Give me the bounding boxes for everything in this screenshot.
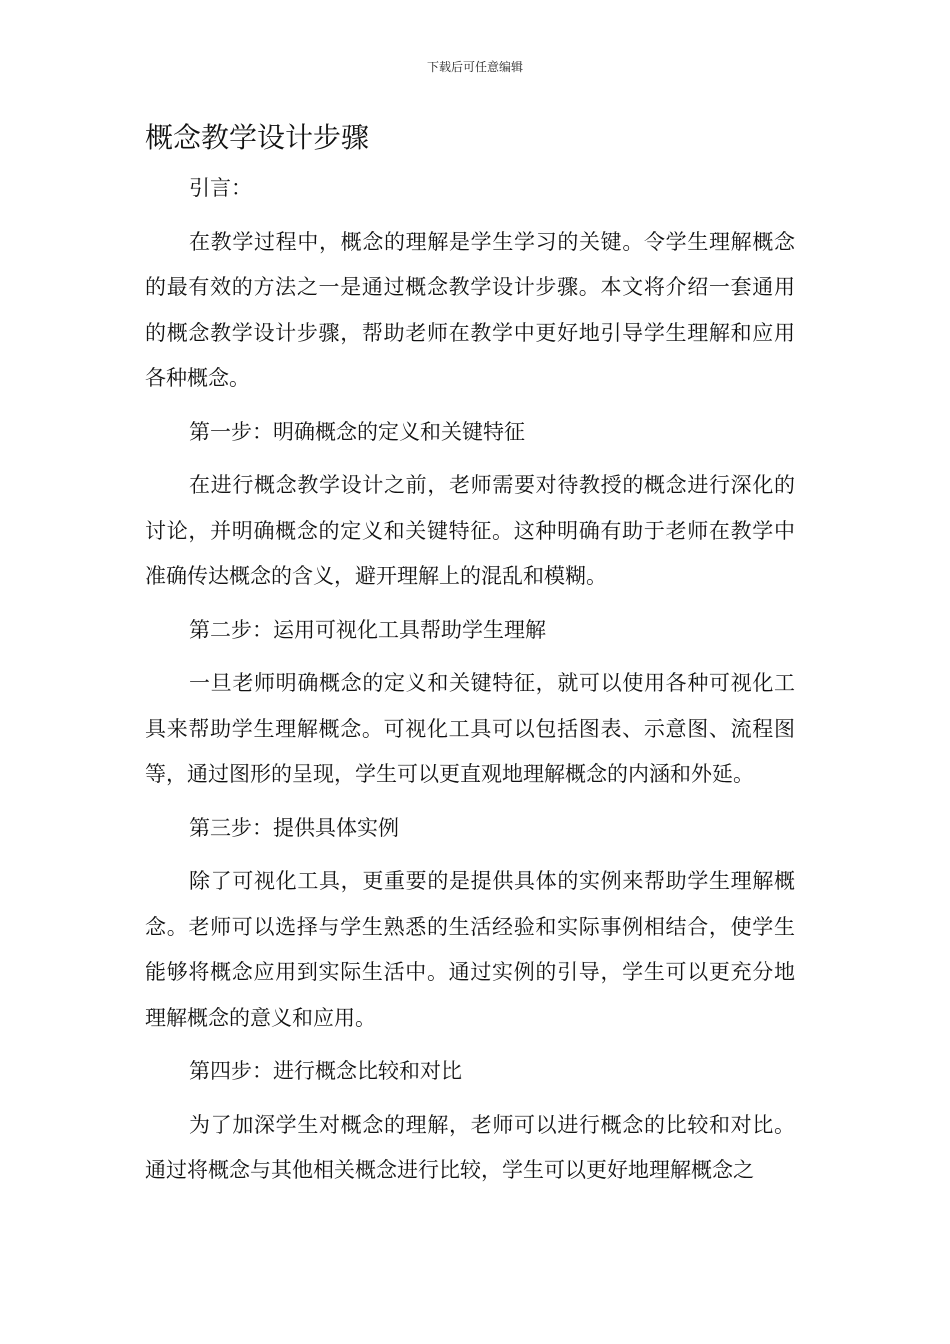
- step-3-paragraph: 除了可视化工具，更重要的是提供具体的实例来帮助学生理解概念。老师可以选择与学生熟悉的生活经验和实际事例相结合，使学生能够将概念应用到实际生活中。通过实例的引导，学生可以更充分地理解概念的意义和应用。: [145, 869, 795, 1030]
- step-2-paragraph: 一旦老师明确概念的定义和关键特征，就可以使用各种可视化工具来帮助学生理解概念。可视化工具可以包括图表、示意图、流程图等，通过图形的呈现，学生可以更直观地理解概念的内涵和外延。: [145, 671, 795, 786]
- document-title: 概念教学设计步骤: [145, 121, 370, 154]
- step-4-paragraph: 为了加深学生对概念的理解，老师可以进行概念的比较和对比。通过将概念与其他相关概念进行比较，学生可以更好地理解概念之: [145, 1112, 795, 1182]
- step-4-heading: 第四步：进行概念比较和对比: [189, 1059, 462, 1083]
- page-header: 下载后可任意编辑: [426, 60, 523, 74]
- intro-label: 引言：: [189, 176, 252, 200]
- step-1-heading: 第一步：明确概念的定义和关键特征: [189, 419, 525, 444]
- step-1-paragraph: 在进行概念教学设计之前，老师需要对待教授的概念进行深化的讨论，并明确概念的定义和关键特征。这种明确有助于老师在教学中准确传达概念的含义，避开理解上的混乱和模糊。: [145, 473, 795, 588]
- step-3-heading: 第三步：提供具体实例: [189, 815, 399, 840]
- step-2-heading: 第二步：运用可视化工具帮助学生理解: [189, 617, 546, 642]
- intro-paragraph: 在教学过程中，概念的理解是学生学习的关键。令学生理解概念的最有效的方法之一是通过概念教学设计步骤。本文将介绍一套通用的概念教学设计步骤，帮助老师在教学中更好地引导学生理解和应用各种概念。: [145, 229, 795, 390]
- document-body: [145, 166, 795, 1202]
